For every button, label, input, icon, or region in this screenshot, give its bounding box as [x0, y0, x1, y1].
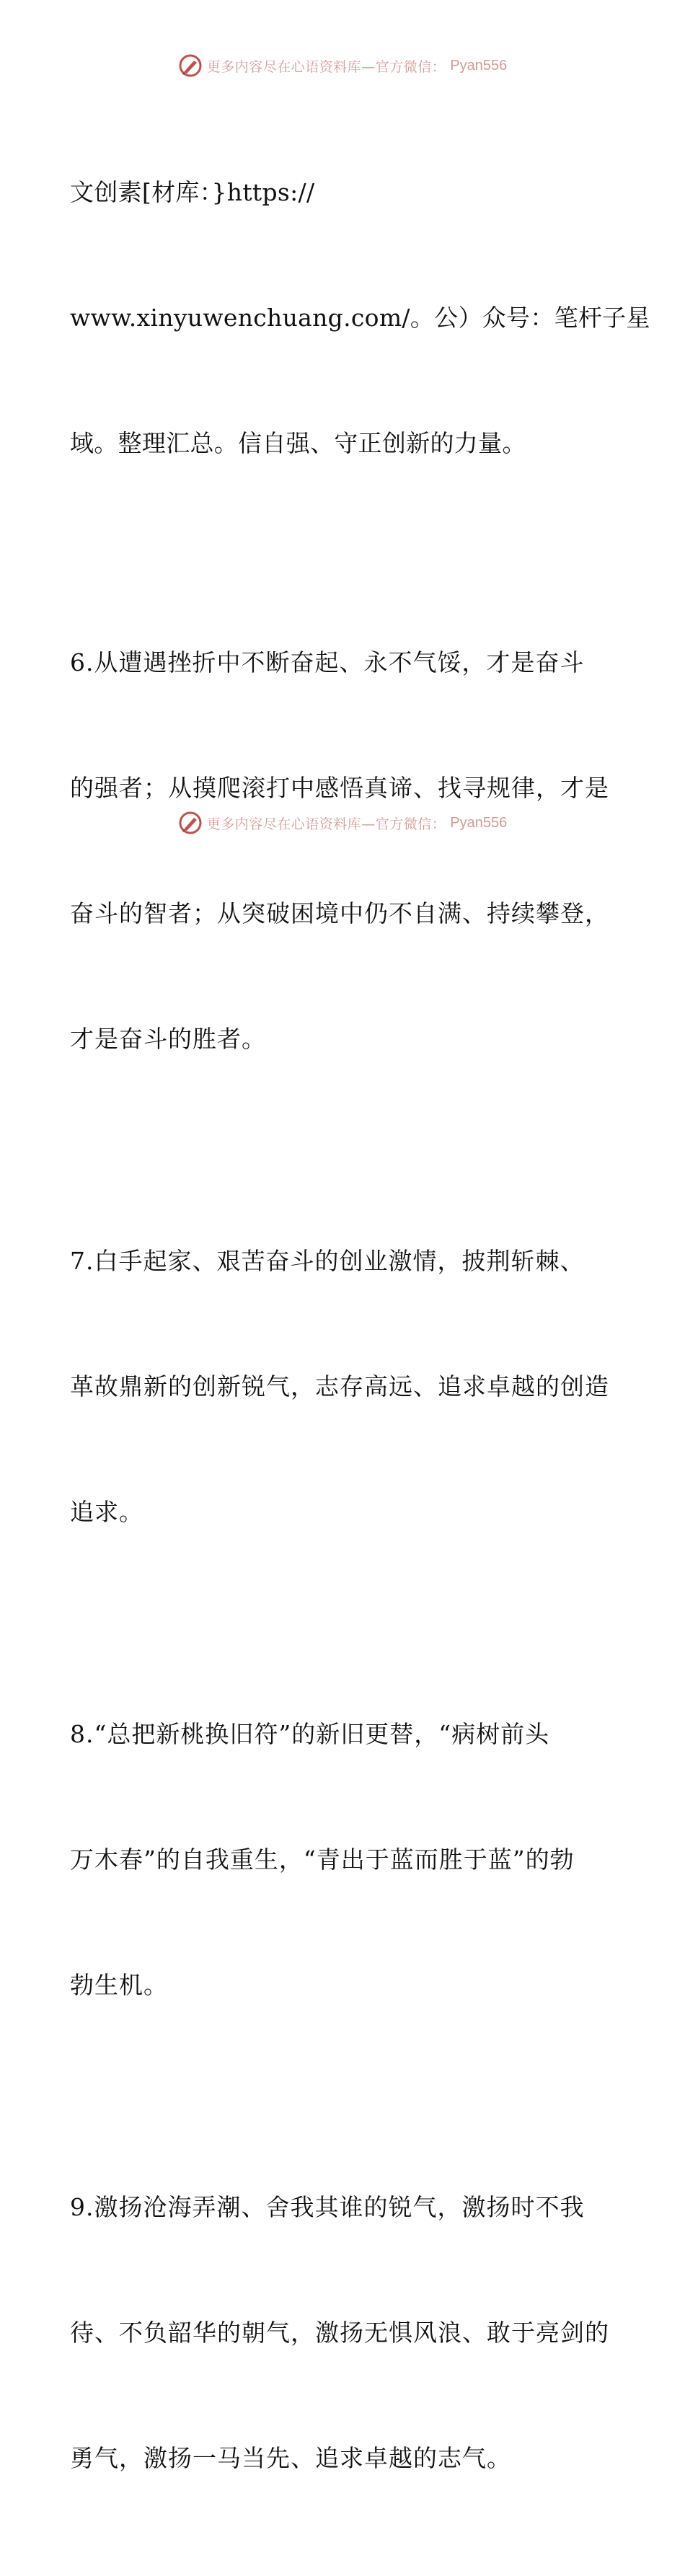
- text-line: 追求。: [70, 1498, 143, 1526]
- watermark-id: Pyan556: [450, 57, 508, 74]
- document-body: [70, 88, 650, 2576]
- text-line: 的强者；从摸爬滚打中感悟真谛、找寻规律，才是: [70, 774, 609, 802]
- paragraph: [70, 1157, 618, 1617]
- text-line: www.xinyuwenchuang.com/。公）众号：笔杆子星: [70, 304, 650, 332]
- text-line: 才是奋斗的胜者。: [70, 1025, 266, 1053]
- watermark-text: 更多内容尽在心语资料库—官方微信：: [206, 816, 446, 832]
- paragraph: [70, 88, 650, 548]
- text-line: 万木春”的自我重生，“青出于蓝而胜于蓝”的勃: [70, 1845, 575, 1874]
- text-line: 8.“总把新桃换旧符”的新旧更替，“病树前头: [70, 1720, 550, 1748]
- paragraph: [70, 558, 618, 1144]
- text-line: 6.从遭遇挫折中不断奋起、永不气馁，才是奋斗: [70, 648, 585, 676]
- text-line: 奋斗的智者；从突破困境中仍不自满、持续攀登，: [70, 899, 609, 927]
- paragraph: [70, 1630, 618, 2090]
- text-line: 7.白手起家、艰苦奋斗的创业激情，披荆斩棘、: [70, 1247, 585, 1275]
- watermark-id: Pyan556: [450, 814, 508, 831]
- text-line: 域。整理汇总。信自强、守正创新的力量。: [70, 429, 526, 457]
- text-line: 勇气，激扬一马当先、追求卓越的志气。: [70, 2444, 511, 2472]
- pen-logo-icon: [178, 811, 203, 835]
- text-line: 革故鼎新的创新锐气，志存高远、追求卓越的创造: [70, 1372, 609, 1401]
- text-line: 9.激扬沧海弄潮、舍我其谁的锐气，激扬时不我: [70, 2193, 585, 2221]
- header-watermark: [0, 53, 685, 78]
- text-line: 待、不负韶华的朝气，激扬无惧风浪、敢于亮剑的: [70, 2319, 609, 2347]
- text-line: 文创素[材库：}https://: [70, 178, 315, 206]
- pen-logo-icon: [178, 53, 203, 78]
- text-line: 勃生机。: [70, 1971, 168, 1999]
- footer-watermark: [0, 811, 685, 835]
- watermark-text: 更多内容尽在心语资料库—官方微信：: [206, 58, 446, 75]
- paragraph: [70, 2103, 618, 2563]
